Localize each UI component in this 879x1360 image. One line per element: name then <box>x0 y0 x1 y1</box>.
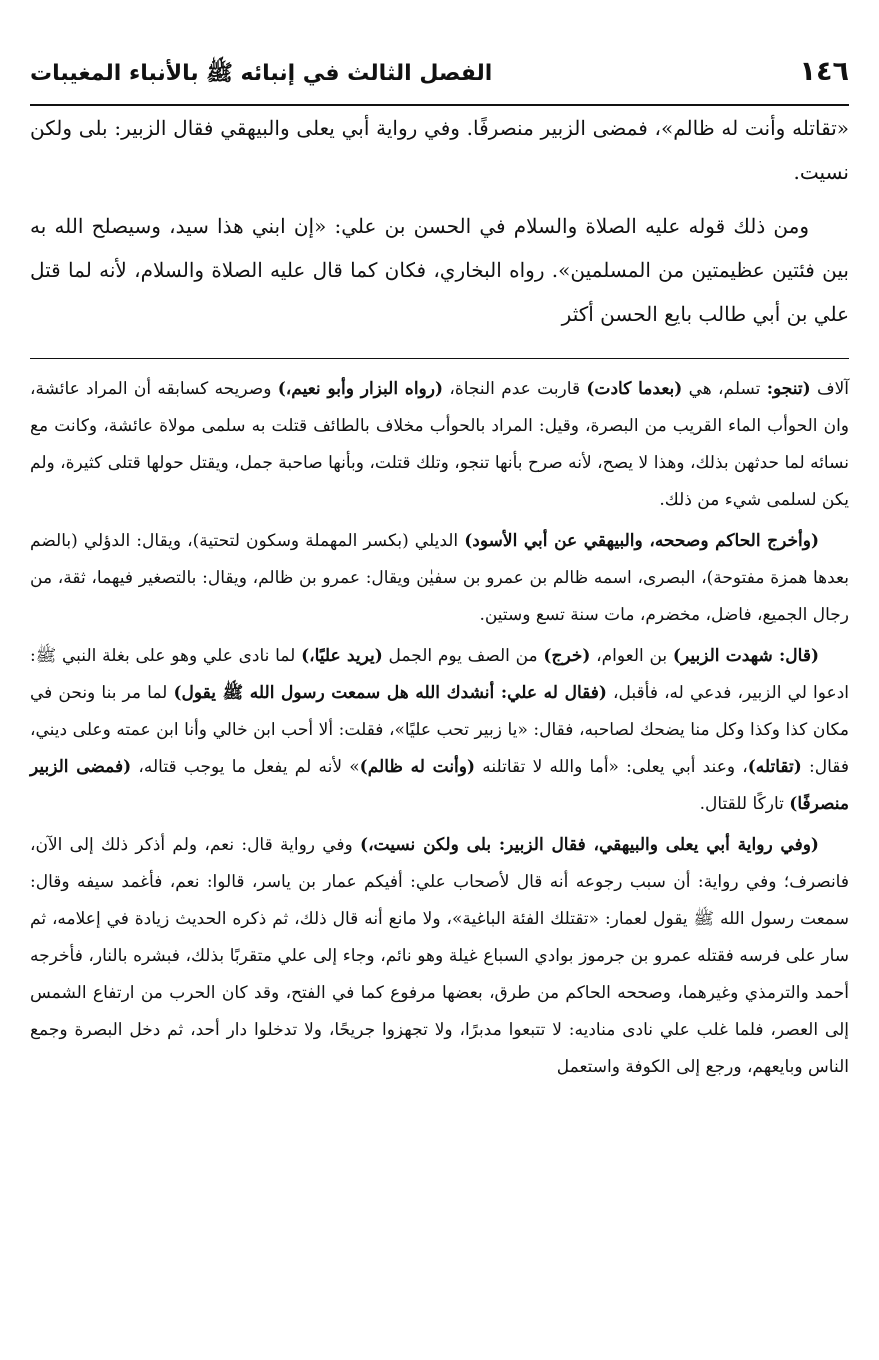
text-segment: «تقاتله وأنت له ظالم»، فمضى الزبير منصرفًا. وفي رواية أبي يعلى والبيهقي فقال الزبير: بلى ولكن نسيت. <box>30 116 850 184</box>
commentary-paragraph <box>30 638 849 823</box>
bold-text-segment: (بعدما كادت) <box>586 379 683 399</box>
bold-text-segment: (تنجو: <box>766 379 811 399</box>
bold-text-segment: (يريد عليًا،) <box>301 646 383 666</box>
running-title: الفصل الثالث في إنبائه ﷺ بالأنباء المغيبات <box>30 61 493 86</box>
text-segment: لما نادى علي وهو على بغلة النبي ﷺ: ادعوا لي الزبير، فدعي له، فأقبل، <box>30 646 849 703</box>
text-segment: من الصف يوم الجمل <box>382 646 544 666</box>
text-segment: » لأنه لم يفعل ما يوجب قتاله، <box>131 757 360 777</box>
bold-text-segment: (وأنت له ظالم) <box>359 757 476 777</box>
footnote-separator <box>30 358 849 359</box>
commentary-paragraph <box>30 371 849 519</box>
bold-text-segment: (خرج) <box>543 646 591 666</box>
text-segment: ومن ذلك قوله عليه الصلاة والسلام في الحسن بن علي: «إن ابني هذا سيد، وسيصلح الله به بين فئتين عظيمتين من المسلمين». رواه البخاري، فكان كما قال عليه الصلاة والسلام، لأنه لما قتل علي بن أبي طالب بايع الحسن أكثر <box>30 214 849 326</box>
text-segment: لما مر بنا ونحن في مكان كذا وكذا وكل منا يضحك لصاحبه، فقال: «يا زبير تحب عليًا»، فقلت: ألا أحب ابن خالي وأنا ابن عمته وعلى ديني، فقال: <box>30 683 850 777</box>
main-paragraph <box>30 106 849 194</box>
text-segment: بن العوام، <box>590 646 673 666</box>
bold-text-segment: (رواه البزار وأبو نعيم،) <box>277 379 444 399</box>
text-segment: قاربت عدم النجاة، <box>443 379 587 399</box>
bold-text-segment: (تقاتله) <box>747 757 802 777</box>
main-paragraph <box>30 204 849 336</box>
bold-text-segment: (وفي رواية أبي يعلى والبيهقي، فقال الزبير: بلى ولكن نسيت،) <box>360 835 819 855</box>
commentary-paragraph <box>30 523 849 634</box>
text-segment: وفي رواية قال: نعم، ولم أذكر ذلك إلى الآن، فانصرف؛ وفي رواية: أن سبب رجوعه أنه قال لأصحاب علي: أفيكم عمار بن ياسر، قالوا: نعم، فأغمد سيفه وقال: سمعت رسول الله ﷺ يقول لعمار: «تقتلك الفئة الباغية»، ولا مانع أنه قال ذلك، ثم ذكره الحديث زيادة في إعلامه، ثم سار على فرسه فقتله عمرو بن جرموز بوادي السباع غيلة وهو نائم، وجاء إلى علي متقربًا بذلك، فبشره بالنار، فأخرجه أحمد والترمذي وغيرهما، وصححه الحاكم من طرق، بعضها مرفوع كما في الفتح، وقد كان الحرب من ارتفاع الشمس إلى العصر، فلما غلب علي نادى مناديه: لا تتبعوا مدبرًا، ولا تجهزوا جريحًا، ولا تدخلوا دار أحد، ثم دخل البصرة وجمع الناس وبايعهم، ورجع إلى الكوفة واستعمل <box>30 835 849 1077</box>
bold-text-segment: (فمضى الزبير منصرفًا) <box>30 757 849 814</box>
main-text <box>30 106 849 336</box>
page-header <box>30 48 849 98</box>
text-segment: آلاف <box>810 379 849 399</box>
book-page <box>30 48 849 1338</box>
text-segment: ، وعند أبي يعلى: «أما والله لا تقاتلنه <box>475 757 748 777</box>
text-segment: الديلي (بكسر المهملة وسكون لتحتية)، ويقال: الدؤلي (بالضم بعدها همزة مفتوحة)، البصرى، اسمه ظالم بن عمرو بن سفيٰن ويقال: عمرو بن ظالم، ويقال: بالتصغير فيهما، ثقة، من رجال الجميع، فاضل، مخضرم، مات سنة تسع وستين. <box>30 531 849 625</box>
text-segment: تسلم، هي <box>682 379 767 399</box>
commentary-paragraph <box>30 827 849 1086</box>
bold-text-segment: (وأخرج الحاكم وصححه، والبيهقي عن أبي الأسود) <box>464 531 820 551</box>
bold-text-segment: (قال: شهدت الزبير) <box>672 646 819 666</box>
page-number: ١٤٦ <box>799 56 849 87</box>
bold-text-segment: (فقال له علي: أنشدك الله هل سمعت رسول الله ﷺ يقول) <box>173 683 607 703</box>
commentary <box>30 371 849 1086</box>
text-segment: وصريحه كسابقه أن المراد عائشة، وان الحوأب الماء القريب من البصرة، وقيل: المراد بالحوأب مخلاف بالطائف قتلت به سلمى مولاة عائشة، وكانت مع نسائه لما حدثهن بذلك، وهذا لا يصح، لأنه صرح بأنها تنجو، وتلك قتلت، وبأنها صاحبة جمل، ويقتل حولها قتلى كثيرة، ولم يكن لسلمى شيء من ذلك. <box>30 379 850 510</box>
text-segment: تاركًا للقتال. <box>699 794 790 814</box>
